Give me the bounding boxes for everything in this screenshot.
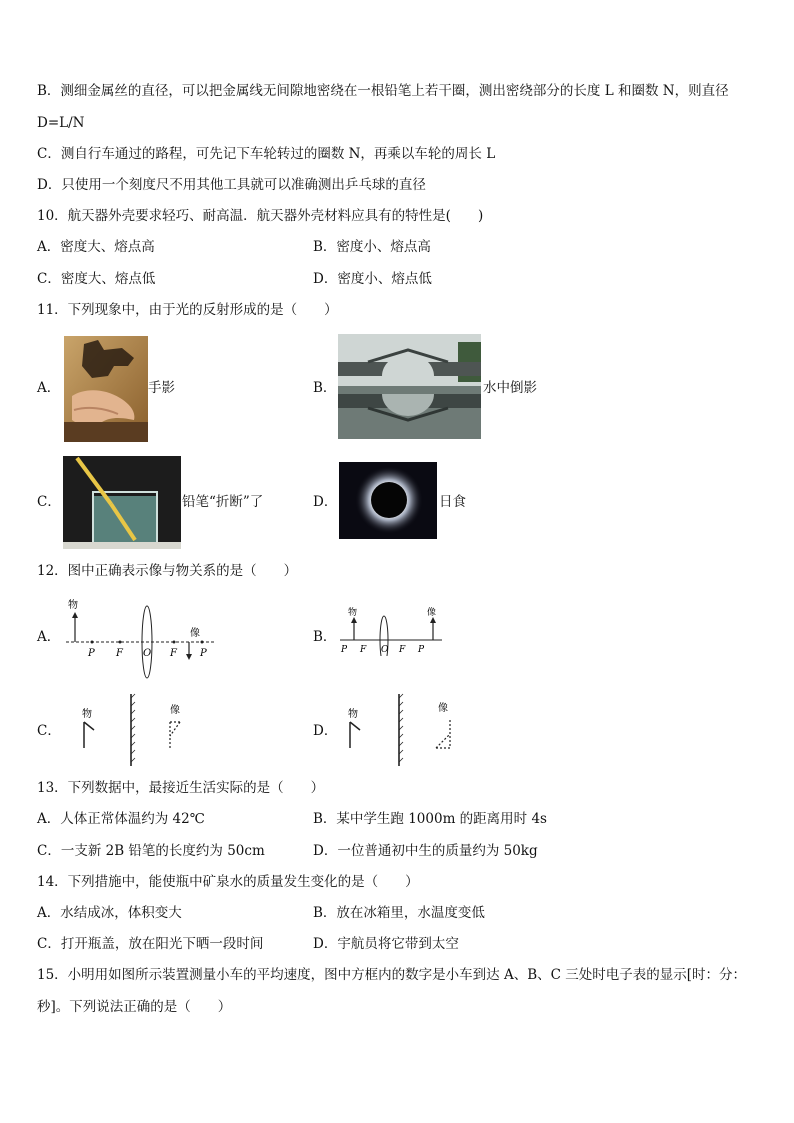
q11-option-d-label: D． — [313, 494, 338, 510]
q13-option-c: C．一支新 2B 铅笔的长度约为 50cm — [37, 843, 265, 859]
point-p-right: P — [200, 648, 207, 659]
q12-option-d-label: D． — [313, 723, 338, 739]
image-flag-diagonal — [436, 734, 450, 748]
q10-option-d: D．密度小、熔点低 — [313, 271, 432, 287]
q12-diagram-d — [340, 690, 465, 770]
q11-option-a-label: A． — [37, 380, 61, 396]
object-label: 物 — [68, 600, 78, 611]
image-label: 像 — [438, 703, 448, 714]
q11-option-d-caption: 日食 — [439, 494, 466, 510]
q14-option-a: A．水结成冰，体积变大 — [37, 905, 182, 921]
q12-diagram-c — [70, 690, 195, 770]
q15-stem-line2: 秒]。下列说法正确的是（ ） — [37, 999, 232, 1015]
bridge-reflection-photo — [338, 334, 481, 439]
object-flag — [84, 722, 94, 730]
q9-option-b-line2: D=L/N — [37, 115, 85, 131]
q10-option-b: B．密度小、熔点高 — [313, 239, 431, 255]
q12-option-b-label: B． — [313, 629, 337, 645]
image-flag-diagonal — [170, 722, 180, 736]
object-label: 物 — [348, 608, 358, 618]
object-arrow-head — [72, 612, 78, 618]
object-label: 物 — [82, 709, 92, 720]
q12-diagram-a — [62, 596, 222, 680]
point-f-right: F — [170, 648, 177, 659]
q13-option-a: A．人体正常体温约为 42℃ — [37, 811, 205, 827]
q12-option-c-label: C． — [37, 723, 61, 739]
q11-option-b-label: B． — [313, 380, 337, 396]
bridge-reflection-illustration — [338, 334, 481, 439]
point-p-left: P — [341, 645, 348, 655]
point-o: O — [381, 645, 389, 655]
image-label: 像 — [170, 705, 180, 716]
q12-stem: 12．图中正确表示像与物关系的是（ ） — [37, 563, 298, 579]
q14-option-c: C．打开瓶盖，放在阳光下晒一段时间 — [37, 936, 264, 952]
point-f-left: F — [360, 645, 367, 655]
q11-stem: 11．下列现象中，由于光的反射形成的是（ ） — [37, 302, 338, 318]
q11-option-c-caption: 铅笔“折断”了 — [182, 494, 264, 510]
hand-shadow-photo — [64, 336, 148, 442]
hand-shadow-illustration — [64, 336, 148, 442]
q14-option-d: D．宇航员将它带到太空 — [313, 936, 459, 952]
point-p-right: P — [418, 645, 425, 655]
image-label: 像 — [427, 608, 437, 618]
q13-option-b: B．某中学生跑 1000m 的距离用时 4s — [313, 811, 547, 827]
q14-option-b: B．放在冰箱里，水温度变低 — [313, 905, 485, 921]
solar-eclipse-illustration — [339, 462, 437, 539]
q10-option-a: A．密度大、熔点高 — [37, 239, 155, 255]
q14-stem: 14．下列措施中，能使瓶中矿泉水的质量发生变化的是（ ） — [37, 874, 419, 890]
q9-option-c: C．测自行车通过的路程，可先记下车轮转过的圈数 N，再乘以车轮的周长 L — [37, 146, 496, 162]
image-arrow-head — [186, 654, 192, 660]
image-label: 像 — [190, 628, 200, 639]
q11-option-c-label: C． — [37, 494, 61, 510]
pencil-in-water-illustration — [63, 456, 181, 549]
point-f-right: F — [399, 645, 406, 655]
point-o: O — [143, 648, 152, 659]
q10-stem: 10．航天器外壳要求轻巧、耐高温．航天器外壳材料应具有的特性是( ) — [37, 208, 484, 224]
q13-option-d: D．一位普通初中生的质量约为 50kg — [313, 843, 538, 859]
q9-option-d: D．只使用一个刻度尺不用其他工具就可以准确测出乒乓球的直径 — [37, 177, 426, 193]
point-f-left: F — [116, 648, 123, 659]
q10-option-c: C．密度大、熔点低 — [37, 271, 156, 287]
q11-option-b-caption: 水中倒影 — [483, 380, 537, 396]
solar-eclipse-photo — [339, 462, 437, 539]
point-p-left: P — [88, 648, 95, 659]
q12-option-a-label: A． — [37, 629, 61, 645]
q9-option-b-line1: B．测细金属丝的直径，可以把金属线无间隙地密绕在一根铅笔上若干圈，测出密绕部分的长度 L 和圈数 N，则直径 — [37, 83, 729, 99]
q13-stem: 13．下列数据中，最接近生活实际的是（ ） — [37, 780, 325, 796]
object-label: 物 — [348, 709, 358, 720]
q15-stem-line1: 15．小明用如图所示装置测量小车的平均速度，图中方框内的数字是小车到达 A、B、C 三处时电子表的显示[时：分： — [37, 967, 747, 983]
pencil-in-water-photo — [63, 456, 181, 549]
q11-option-a-caption: 手影 — [148, 380, 175, 396]
q12-diagram-b — [338, 604, 448, 656]
object-flag — [350, 722, 360, 730]
